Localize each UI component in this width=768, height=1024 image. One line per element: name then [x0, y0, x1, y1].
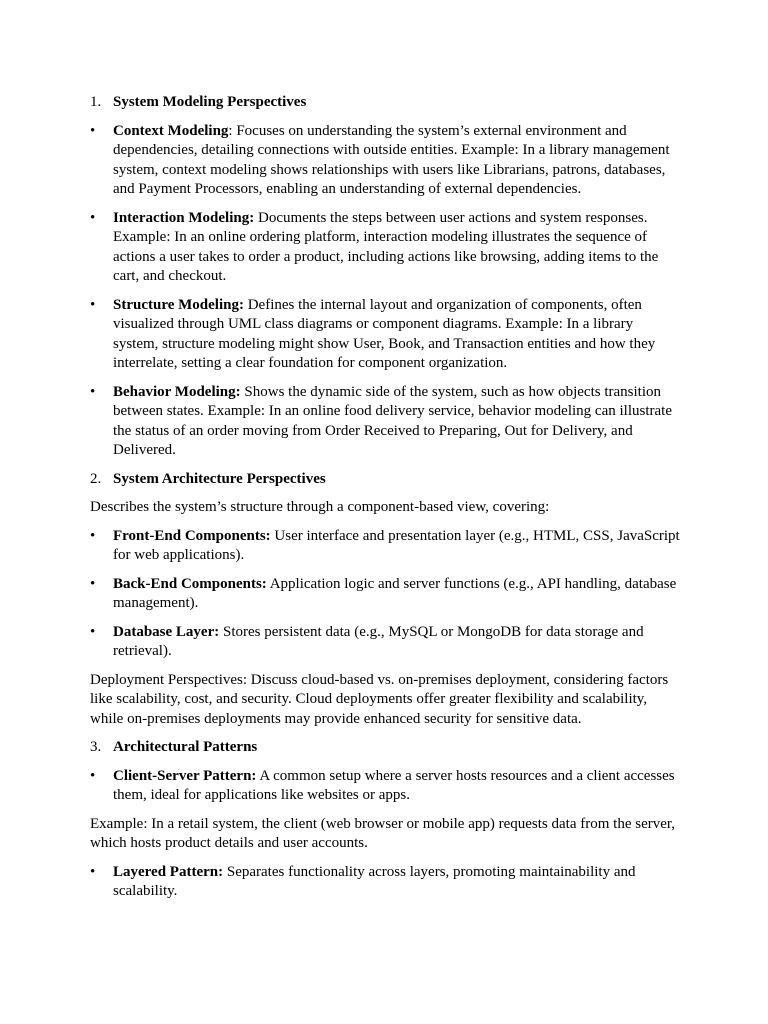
section-intro: Describes the system’s structure through a component-based view, covering:: [90, 499, 550, 515]
section-number: 3.: [90, 739, 102, 755]
item-term: Database Layer:: [113, 623, 220, 640]
item-text: Stores persistent data (e.g., MySQL or MongoDB for data storage and retrieval).: [113, 623, 644, 659]
item-term: Context Modeling: [113, 122, 229, 139]
item-text: Separates functionality across layers, promoting maintainability and scalability.: [113, 863, 636, 899]
item-term: Structure Modeling:: [113, 296, 244, 313]
item-text: User interface and presentation layer (e.g., HTML, CSS, JavaScript for web applications).: [113, 527, 680, 563]
section-heading: [90, 738, 680, 758]
list-item: [90, 296, 680, 374]
item-term: Client-Server Pattern:: [113, 767, 257, 784]
item-text: Defines the internal layout and organization of components, often visualized through UML class diagrams or component diagrams. Example: In a library system, structure modeling might show User, Book, and Transaction entities and how they interrelate, setting a clear foundation for component organization.: [113, 296, 656, 371]
item-text: Documents the steps between user actions and system responses. Example: In an online ordering platform, interaction modeling illustrates the sequence of actions a user takes to order a product, including actions like browsing, adding items to the cart, and checkout.: [113, 209, 659, 284]
section-number: 1.: [90, 94, 102, 110]
bullet-icon: •: [90, 296, 96, 313]
bullet-icon: •: [90, 767, 96, 784]
section-outro: Deployment Perspectives: Discuss cloud-based vs. on-premises deployment, considering factors like scalability, cost, and security. Cloud deployments offer greater flexibility and scalability, while on-premises deployments may provide enhanced security for sensitive data.: [90, 671, 669, 727]
list-item: [90, 623, 680, 662]
list-item: [90, 209, 680, 287]
item-text: A common setup where a server hosts resources and a client accesses them, ideal for applications like websites or apps.: [113, 767, 675, 803]
item-term: Back-End Components:: [113, 575, 267, 592]
list-item: [90, 863, 680, 902]
bullet-icon: •: [90, 383, 96, 400]
bullet-icon: •: [90, 209, 96, 226]
section-title: System Modeling Perspectives: [113, 94, 307, 110]
list-item: [90, 527, 680, 566]
section-heading: [90, 470, 680, 490]
list-item: [90, 122, 680, 200]
list-item: [90, 767, 680, 806]
item-text: Focuses on understanding the system’s external environment and dependencies, detailing connections with outside entities. Example: In a library management system, context modeling shows relationships with users like Librarians, patrons, databases, and Payment Processors, enabling an understanding of external dependencies.: [113, 122, 670, 197]
item-term: Behavior Modeling:: [113, 383, 241, 400]
bullet-icon: •: [90, 575, 96, 592]
section-example: Example: In a retail system, the client (web browser or mobile app) requests data from the server, which hosts product details and user accounts.: [90, 815, 676, 851]
bullet-icon: •: [90, 623, 96, 640]
section-title: Architectural Patterns: [113, 739, 258, 755]
item-text: Shows the dynamic side of the system, such as how objects transition between states. Example: In an online food delivery service, behavior modeling can illustrate the status of an order moving from Order Received to Preparing, Out for Delivery, and Delivered.: [113, 383, 672, 458]
list-item: [90, 383, 680, 461]
section-number: 2.: [90, 470, 102, 487]
item-text: Application logic and server functions (e.g., API handling, database management).: [113, 575, 677, 611]
bullet-icon: •: [90, 863, 96, 880]
section-heading: [90, 93, 680, 113]
section-title: System Architecture Perspectives: [113, 470, 326, 487]
item-term: Front-End Components:: [113, 527, 271, 544]
list-item: [90, 575, 680, 614]
item-term: Layered Pattern:: [113, 863, 224, 880]
item-separator: :: [228, 122, 237, 139]
item-term: Interaction Modeling:: [113, 209, 255, 226]
bullet-icon: •: [90, 122, 96, 139]
document-page: [90, 93, 680, 911]
bullet-icon: •: [90, 527, 96, 544]
